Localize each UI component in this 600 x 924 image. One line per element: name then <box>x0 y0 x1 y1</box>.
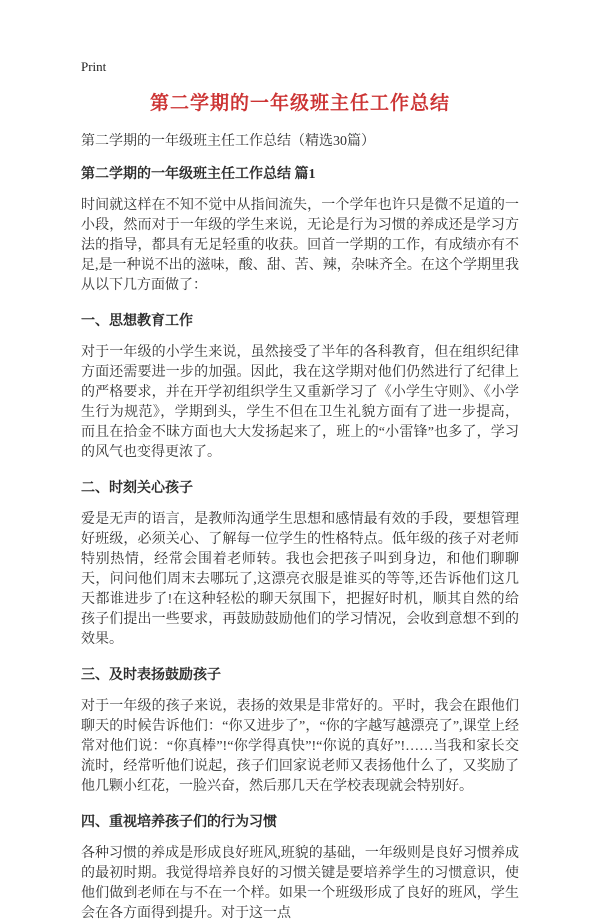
page-title: 第二学期的一年级班主任工作总结 <box>149 93 450 114</box>
intro-paragraph: 时间就这样在不知不觉中从指间流失，一个学年也许只是微不足道的一小段，然而对于一年级的学生来说，无论是行为习惯的养成还是学习方法的指导，都具有无足轻重的收获。回首一学期的工作，有成绩亦有不足,是一种说不出的滋味，酸、甜、苦、辣，杂味齐全。在这个学期里我从以下几方面做了： <box>81 197 519 293</box>
section-paragraph-2: 爱是无声的语言，是教师沟通学生思想和感情最有效的手段，要想管理好班级，必须关心、了解每一位学生的性格特点。低年级的孩子对老师特别热情，经常会围着老师转。我也会把孩子叫到身边，和他们聊聊天，问问他们周末去哪玩了,这漂亮衣服是谁买的等等,还告诉他们这几天都谁进步了!在这种轻松的聊天氛围下，把握好时机，顺其自然的给孩子们提出一些要求，再鼓励鼓励他们的学习情况，会收到意想不到的效果。 <box>81 511 519 647</box>
section-heading-3: 三、及时表扬鼓励孩子 <box>81 667 221 683</box>
section-heading-4: 四、重视培养孩子们的行为习惯 <box>81 814 277 830</box>
section-heading-2: 二、时刻关心孩子 <box>81 480 193 496</box>
section-paragraph-4: 各种习惯的养成是形成良好班风,班貌的基础，一年级则是良好习惯养成的最初时期。我觉得培养良好的习惯关键是要培养学生的习惯意识，使他们做到老师在与不在一个样。如果一个班级形成了良好的班风，学生会在各方面得到提升。对于这一点 <box>81 845 519 921</box>
doc-subtitle: 第二学期的一年级班主任工作总结（精选30篇） <box>81 133 375 149</box>
section-heading-1: 一、思想教育工作 <box>81 313 193 329</box>
article-title: 第二学期的一年级班主任工作总结 篇1 <box>81 166 316 182</box>
print-link[interactable]: Print <box>81 59 107 74</box>
section-paragraph-1: 对于一年级的小学生来说，虽然接受了半年的各科教育，但在组织纪律方面还需要进一步的加强。因此，我在这学期对他们仍然进行了纪律上的严格要求，并在开学初组织学生又重新学习了《小学生守则》、《小学生行为规范》，学期到头，学生不但在卫生礼貌方面有了进一步提高，而且在拾金不昧方面也大大发扬起来了，班上的“小雷锋”也多了，学习的风气也变得更浓了。 <box>81 344 519 460</box>
section-paragraph-3: 对于一年级的孩子来说，表扬的效果是非常好的。平时，我会在跟他们聊天的时候告诉他们：“你又进步了”，“你的字越写越漂亮了”,课堂上经常对他们说：“你真棒”!“你学得真快”!“你说的真好”!……当我和家长交流时，经常听他们说起，孩子们回家说老师又表扬他什么了，又奖励了他几颗小红花，一脸兴奋，然后那几天在学校表现就会特别好。 <box>81 698 519 794</box>
